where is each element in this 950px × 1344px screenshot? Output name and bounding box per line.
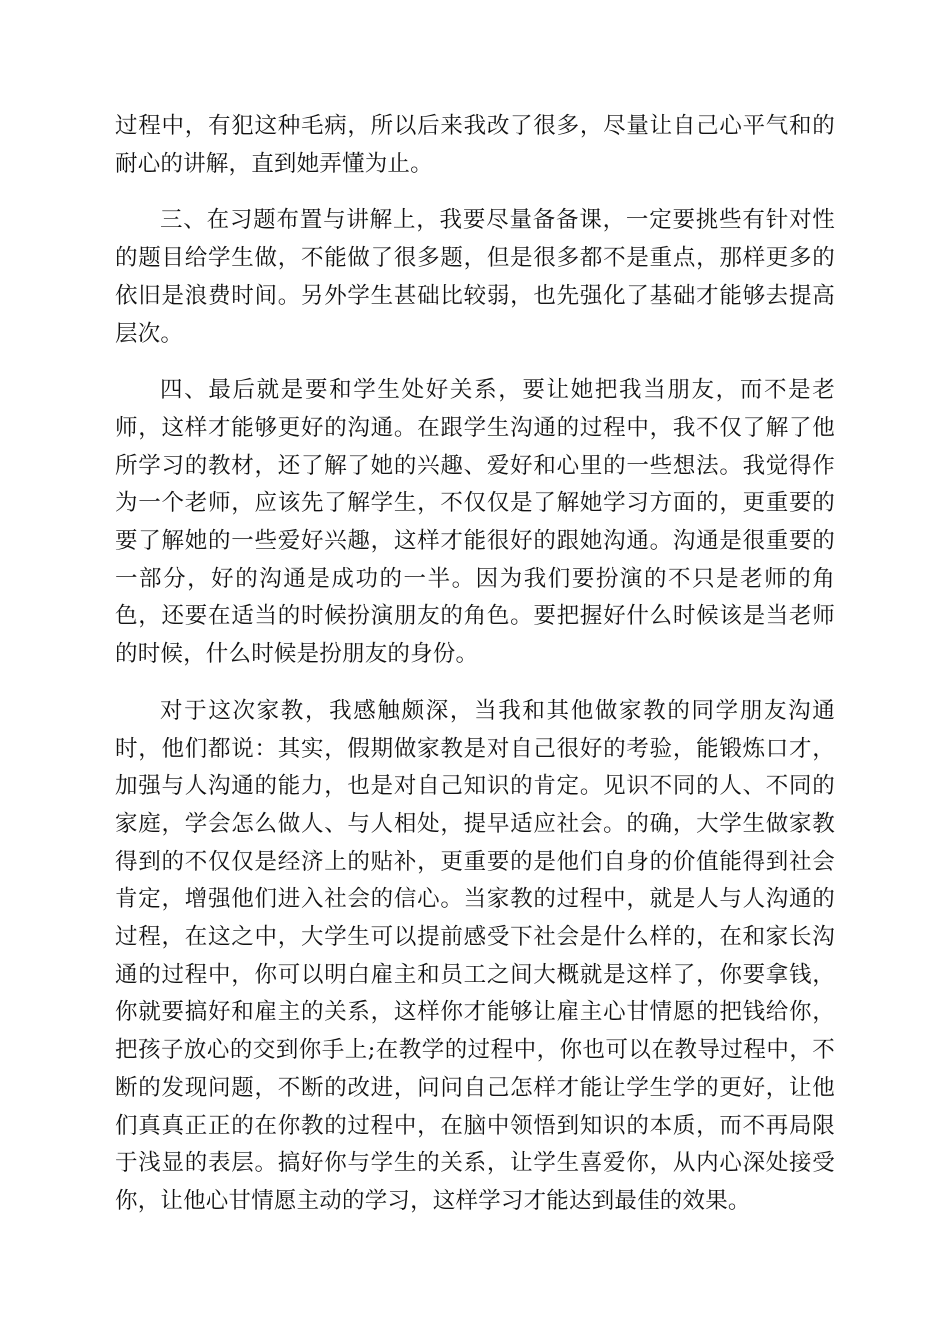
paragraph-continuation: 过程中，有犯这种毛病，所以后来我改了很多，尽量让自己心平气和的耐心的讲解，直到她弄懂为止。	[115, 113, 835, 177]
paragraph-point-three: 三、在习题布置与讲解上，我要尽量备备课，一定要挑些有针对性的题目给学生做，不能做了很多题，但是很多都不是重点，那样更多的依旧是浪费时间。另外学生甚础比较弱，也先强化了基础才能够去提高层次。	[115, 207, 835, 347]
document-body	[115, 108, 835, 1240]
paragraph-reflection: 对于这次家教，我感触颇深，当我和其他做家教的同学朋友沟通时，他们都说：其实，假期做家教是对自己很好的考验，能锻炼口才，加强与人沟通的能力，也是对自己知识的肯定。见识不同的人、不同的家庭，学会怎么做人、与人相处，提早适应社会。的确，大学生做家教得到的不仅仅是经济上的贴补，更重要的是他们自身的价值能得到社会肯定，增强他们进入社会的信心。当家教的过程中，就是人与人沟通的过程，在这之中，大学生可以提前感受下社会是什么样的，在和家长沟通的过程中，你可以明白雇主和员工之间大概就是这样了，你要拿钱，你就要搞好和雇主的关系，这样你才能够让雇主心甘情愿的把钱给你，把孩子放心的交到你手上;在教学的过程中，你也可以在教导过程中，不断的发现问题，不断的改进，问问自己怎样才能让学生学的更好，让他们真真正正的在你教的过程中，在脑中领悟到知识的本质，而不再局限于浅显的表层。搞好你与学生的关系，让学生喜爱你，从内心深处接受你，让他心甘情愿主动的学习，这样学习才能达到最佳的效果。	[115, 697, 835, 1214]
paragraph-point-four: 四、最后就是要和学生处好关系，要让她把我当朋友，而不是老师，这样才能够更好的沟通。在跟学生沟通的过程中，我不仅了解了他所学习的教材，还了解了她的兴趣、爱好和心里的一些想法。我觉得作为一个老师，应该先了解学生，不仅仅是了解她学习方面的，更重要的要了解她的一些爱好兴趣，这样才能很好的跟她沟通。沟通是很重要的一部分，好的沟通是成功的一半。因为我们要扮演的不只是老师的角色，还要在适当的时候扮演朋友的角色。要把握好什么时候该是当老师的时候，什么时候是扮朋友的身份。	[115, 377, 835, 668]
